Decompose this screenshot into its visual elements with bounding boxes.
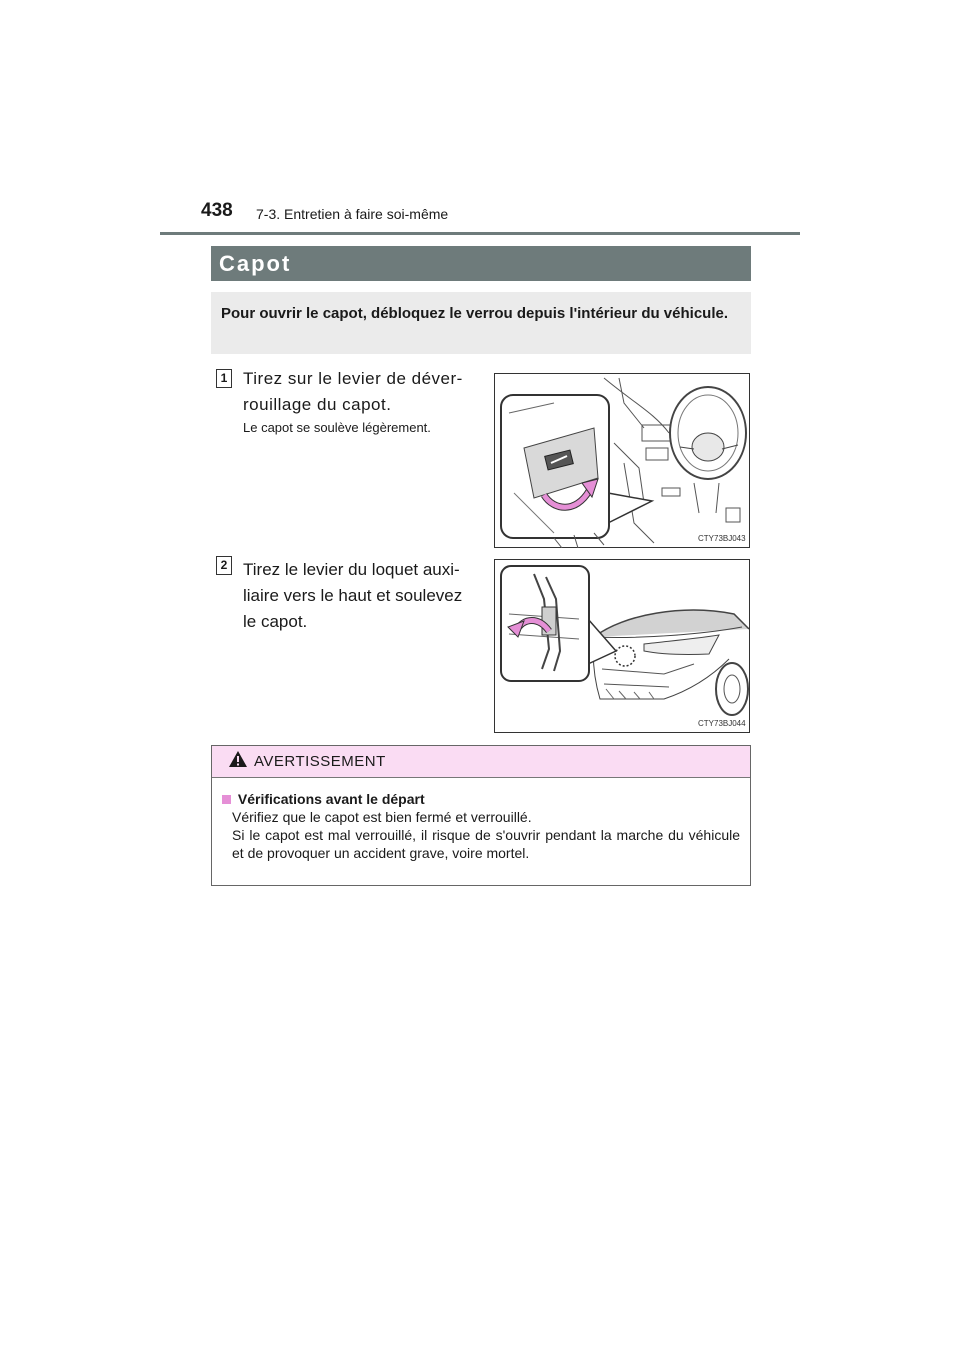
- warning-line-2: Si le capot est mal verrouillé, il risque de s'ouvrir pendant la marche du véhicule et de provoquer un accident grave, voire mortel.: [232, 827, 740, 861]
- page-number: 438: [201, 200, 233, 221]
- header-rule: [160, 232, 800, 235]
- step-number-1: 1: [216, 369, 232, 388]
- step-text-2: Tirez le levier du loquet auxi-liaire vers le haut et soulevez le capot.: [243, 560, 463, 631]
- image-code-2: CTY73BJ044: [698, 719, 746, 728]
- step-number-2: 2: [216, 556, 232, 575]
- section-title: 7-3. Entretien à faire soi-même: [256, 206, 449, 222]
- warning-icon: [228, 750, 248, 773]
- warning-subtitle-row: [222, 790, 740, 808]
- warning-subtitle: Vérifications avant le départ: [237, 791, 425, 807]
- image-code-1: CTY73BJ043: [698, 534, 746, 543]
- page-title: Capot: [211, 246, 751, 281]
- auxiliary-latch-lever-illustration: [494, 559, 750, 733]
- square-bullet-icon: [222, 795, 231, 804]
- hood-release-lever-illustration: [494, 373, 750, 548]
- intro-text: Pour ouvrir le capot, débloquez le verrou depuis l'intérieur du véhicule.: [211, 292, 751, 354]
- warning-body: [212, 778, 750, 862]
- step-text-1: Tirez sur le levier de déver-rouillage du capot.: [243, 369, 463, 414]
- step-note-1: Le capot se soulève légèrement.: [243, 420, 431, 435]
- warning-line-1: Vérifiez que le capot est bien fermé et verrouillé.: [232, 809, 532, 825]
- warning-title: AVERTISSEMENT: [254, 753, 386, 770]
- warning-header: [212, 746, 750, 778]
- warning-box: [211, 745, 751, 886]
